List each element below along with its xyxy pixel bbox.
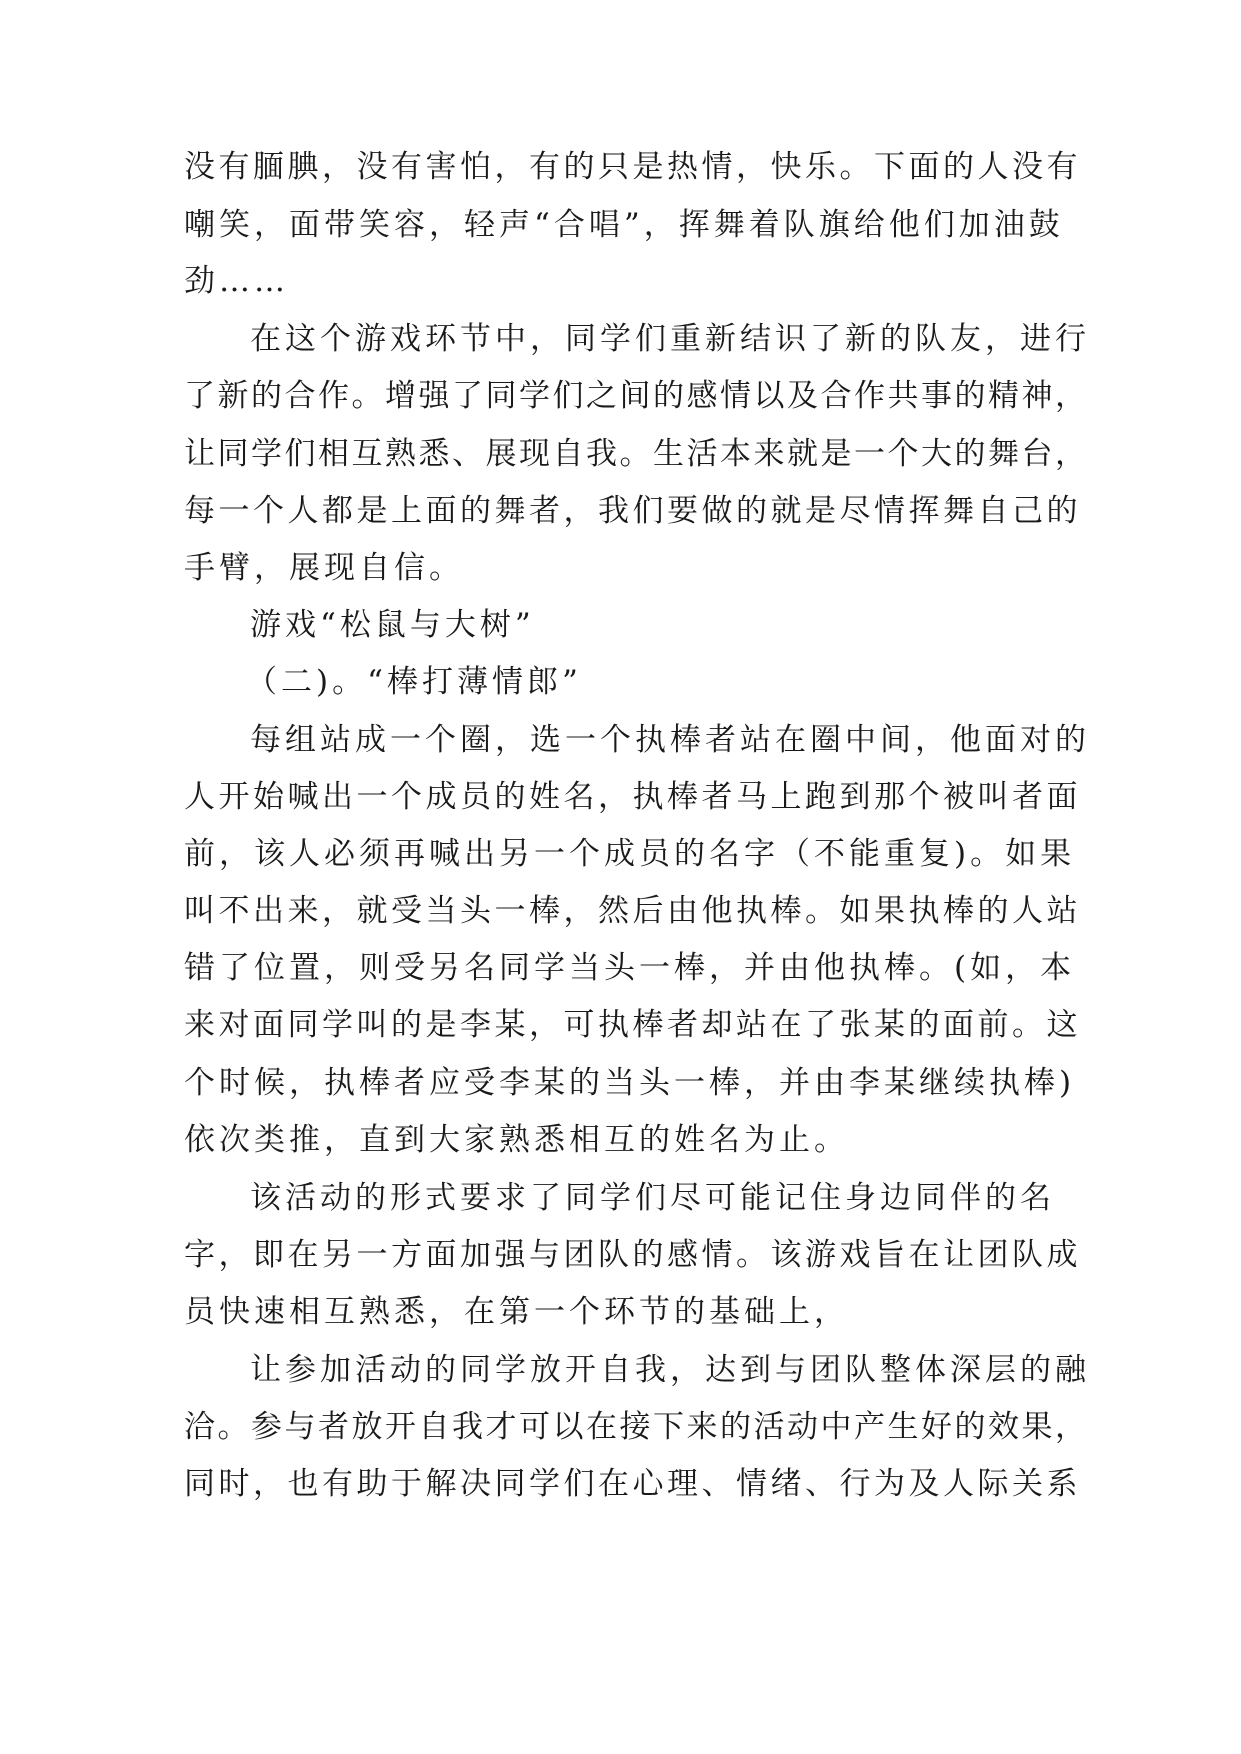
text-line: 该活动的形式要求了同学们尽可能记住身边同伴的名 [250,1180,1055,1216]
section-heading: 游戏“松鼠与大树” [250,607,535,643]
text-line: 手臂，展现自信。 [184,550,464,586]
section-heading: （二)。“棒打薄情郎” [246,664,582,700]
text-line: 依次类推，直到大家熟悉相互的姓名为止。 [184,1122,849,1158]
text-line: 在这个游戏环节中，同学们重新结识了新的队友，进行 [250,321,1090,357]
text-line: 让同学们相互熟悉、展现自我。生活本来就是一个大的舞台， [184,436,1089,472]
text-line: 了新的合作。增强了同学们之间的感情以及合作共事的精神， [184,378,1089,414]
text-line: 劲…… [184,263,289,299]
text-line: 字，即在另一方面加强与团队的感情。该游戏旨在让团队成 [184,1237,1081,1273]
text-line: 员快速相互熟悉，在第一个环节的基础上， [184,1294,849,1330]
text-line: 个时候，执棒者应受李某的当头一棒，并由李某继续执棒) [184,1065,1076,1101]
text-line: 每组站成一个圈，选一个执棒者站在圈中间，他面对的 [250,722,1090,758]
text-line: 洽。参与者放开自我才可以在接下来的活动中产生好的效果， [184,1409,1089,1445]
text-line: 同时，也有助于解决同学们在心理、情绪、行为及人际关系 [184,1466,1081,1502]
text-line: 嘲笑，面带笑容，轻声“合唱”，挥舞着队旗给他们加油鼓 [184,207,1064,243]
text-line: 没有腼腆，没有害怕，有的只是热情，快乐。下面的人没有 [184,149,1081,185]
text-line: 叫不出来，就受当头一棒，然后由他执棒。如果执棒的人站 [184,893,1081,929]
text-line: 人开始喊出一个成员的姓名，执棒者马上跑到那个被叫者面 [184,779,1081,815]
text-line: 来对面同学叫的是李某，可执棒者却站在了张某的面前。这 [184,1007,1081,1043]
text-line: 让参加活动的同学放开自我，达到与团队整体深层的融 [250,1352,1090,1388]
text-line: 前，该人必须再喊出另一个成员的名字（不能重复)。如果 [184,836,1076,872]
text-line: 错了位置，则受另名同学当头一棒，并由他执棒。(如，本 [184,950,1076,986]
text-line: 每一个人都是上面的舞者，我们要做的就是尽情挥舞自己的 [184,493,1081,529]
